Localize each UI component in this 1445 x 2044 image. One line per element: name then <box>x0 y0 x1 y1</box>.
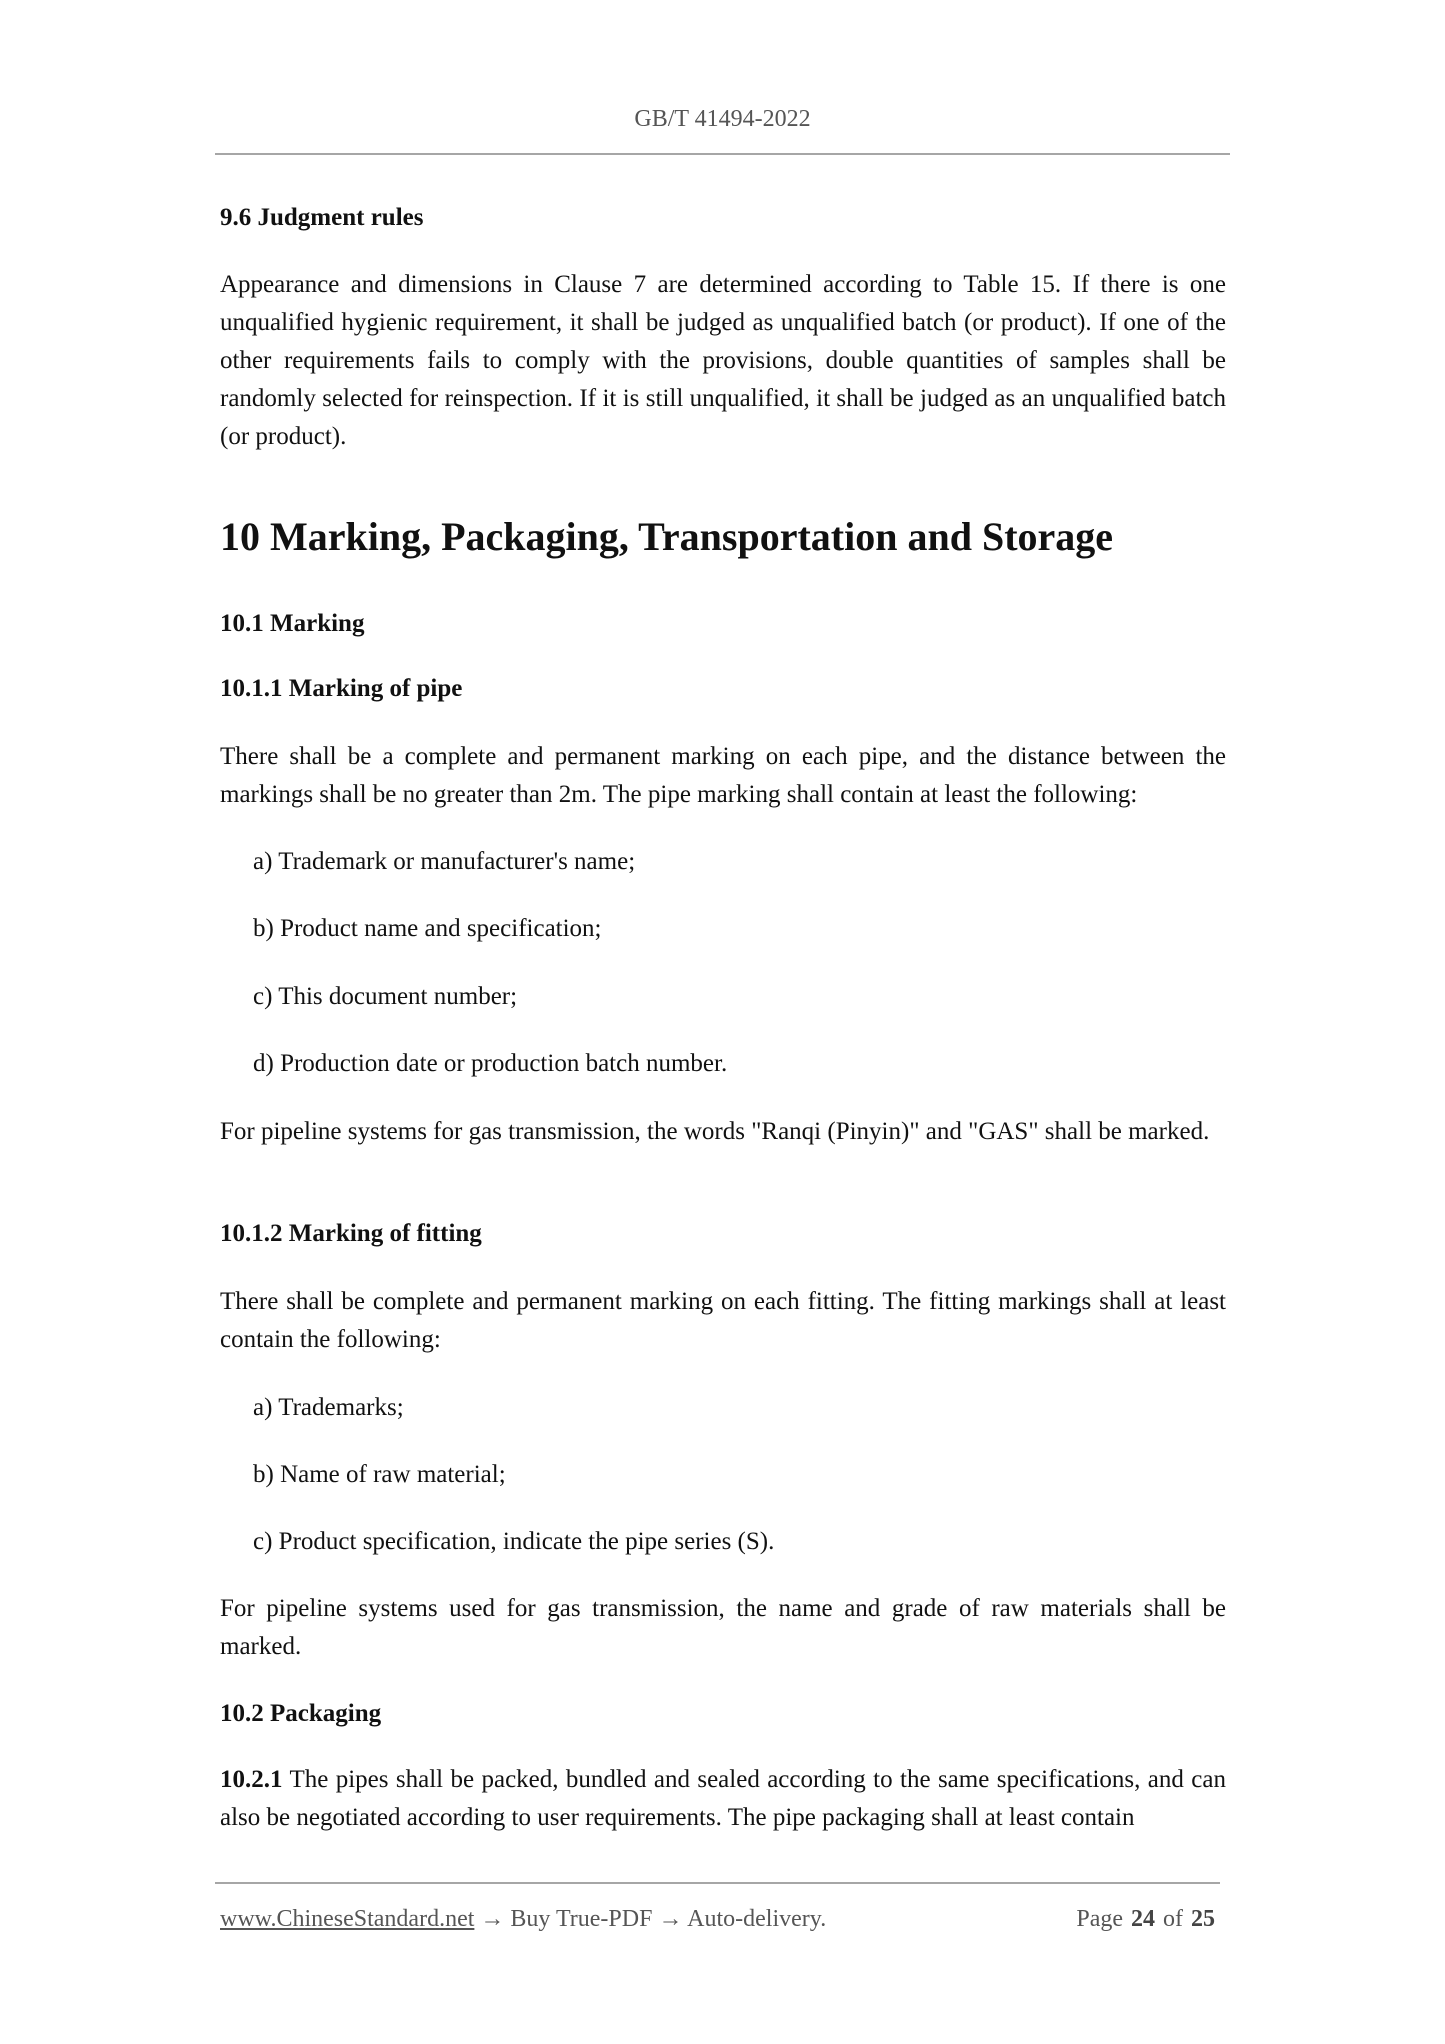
list-item: d) Production date or production batch number. <box>253 1050 728 1077</box>
list-item: b) Product name and specification; <box>253 915 602 942</box>
document-id-header: GB/T 41494-2022 <box>634 106 811 132</box>
clause-number-10-2-1: 10.2.1 <box>220 1766 283 1793</box>
current-page-number: 24 <box>1131 1906 1155 1932</box>
paragraph-pipe-marking-intro: There shall be a complete and permanent marking on each pipe, and the distance between the markings shall be no greater than 2m. The pipe marking shall contain at least the following: <box>220 743 1226 808</box>
section-heading-10-1: 10.1 Marking <box>220 610 365 637</box>
section-heading-10-1-1: 10.1.1 Marking of pipe <box>220 675 463 702</box>
section-heading-9-6: 9.6 Judgment rules <box>220 204 424 231</box>
chinesestandard-link[interactable]: www.ChineseStandard.net <box>220 1906 475 1932</box>
arrow-right-icon: → <box>652 1906 688 1932</box>
auto-delivery-text: Auto-delivery. <box>687 1906 827 1932</box>
clause-text-10-2-1: The pipes shall be packed, bundled and sealed according to the same specifications, and can also be negotiated according to user requirements. The pipe packaging shall at least contain <box>220 1766 1226 1831</box>
paragraph-judgment-rules: Appearance and dimensions in Clause 7 are determined according to Table 15. If there is one unqualified hygienic requirement, it shall be judged as unqualified batch (or product). If one of the other requirements fails to comply with the provisions, double quantities of samples shall be randomly selected for reinspection. If it is still unqualified, it shall be judged as an unqualified batch (or product). <box>220 271 1226 450</box>
footer-divider <box>215 1882 1220 1884</box>
buy-true-pdf-text: Buy True-PDF <box>510 1906 653 1932</box>
list-item: b) Name of raw material; <box>253 1461 506 1488</box>
paragraph-pipe-gas-note: For pipeline systems for gas transmission, the words "Ranqi (Pinyin)" and "GAS" shall be marked. <box>220 1118 1210 1145</box>
paragraph-10-2-1 <box>220 1761 1226 1837</box>
page-number-indicator <box>1076 1903 1215 1935</box>
section-heading-10-1-2: 10.1.2 Marking of fitting <box>220 1220 482 1247</box>
page-footer <box>220 1903 1220 1935</box>
of-label: of <box>1163 1906 1183 1932</box>
total-page-count: 25 <box>1191 1906 1215 1932</box>
chapter-heading-10: 10 Marking, Packaging, Transportation and Storage <box>220 514 1114 559</box>
paragraph-fitting-gas-note: For pipeline systems used for gas transmission, the name and grade of raw materials shall be marked. <box>220 1595 1226 1660</box>
paragraph-fitting-marking-intro: There shall be complete and permanent marking on each fitting. The fitting markings shall at least contain the following: <box>220 1288 1226 1353</box>
page-label: Page <box>1076 1906 1123 1932</box>
section-heading-10-2: 10.2 Packaging <box>220 1700 382 1727</box>
header-divider <box>215 153 1230 155</box>
list-item: a) Trademark or manufacturer's name; <box>253 848 636 875</box>
arrow-right-icon: → <box>474 1906 511 1932</box>
list-item: c) This document number; <box>253 983 518 1010</box>
list-item: c) Product specification, indicate the pipe series (S). <box>253 1528 775 1555</box>
list-item: a) Trademarks; <box>253 1394 404 1421</box>
